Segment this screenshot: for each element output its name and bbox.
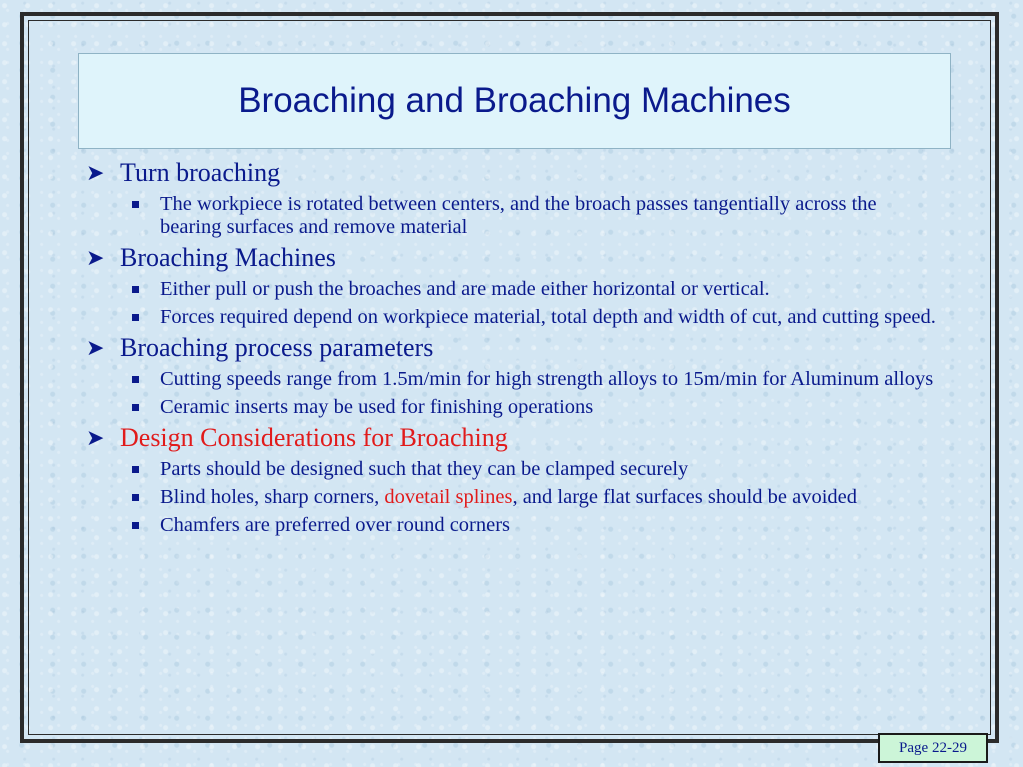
list-item-text-after: , and large flat surfaces should be avoided — [512, 486, 858, 508]
square-bullet-icon — [132, 466, 139, 473]
section-heading-text: Broaching process parameters — [120, 333, 434, 362]
square-bullet-icon — [132, 376, 139, 383]
title-box — [78, 53, 951, 149]
slide-content — [86, 158, 936, 537]
list-item-text: Ceramic inserts may be used for finishing operations — [160, 396, 594, 418]
arrowhead-bullet-icon: ➤ — [86, 160, 105, 185]
list-item-text: Chamfers are preferred over round corners — [160, 514, 511, 536]
section-heading-text: Broaching Machines — [120, 243, 336, 272]
list-item — [86, 306, 936, 329]
square-bullet-icon — [132, 314, 139, 321]
section-items — [86, 458, 936, 537]
square-bullet-icon — [132, 286, 139, 293]
square-bullet-icon — [132, 201, 139, 208]
section-items — [86, 368, 936, 419]
arrowhead-bullet-icon: ➤ — [86, 245, 105, 270]
section-heading-design-considerations — [86, 423, 936, 453]
slide-title: Broaching and Broaching Machines — [238, 81, 791, 120]
arrowhead-bullet-icon: ➤ — [86, 425, 105, 450]
list-item-text: Either pull or push the broaches and are made either horizontal or vertical. — [160, 278, 770, 300]
square-bullet-icon — [132, 522, 139, 529]
page-number-box — [878, 733, 988, 763]
list-item-text: Parts should be designed such that they can be clamped securely — [160, 458, 689, 480]
list-item — [86, 193, 936, 239]
list-item — [86, 486, 936, 509]
list-item — [86, 278, 936, 301]
section-items — [86, 278, 936, 329]
list-item-text: Forces required depend on workpiece material, total depth and width of cut, and cutting speed. — [160, 306, 936, 328]
list-item — [86, 514, 936, 537]
list-item — [86, 368, 936, 391]
square-bullet-icon — [132, 494, 139, 501]
list-item — [86, 396, 936, 419]
list-item — [86, 458, 936, 481]
list-item-text: The workpiece is rotated between centers, and the broach passes tangentially across the bearing surfaces and remove material — [160, 193, 877, 238]
list-item-text-before: Blind holes, sharp corners, — [160, 486, 385, 508]
page-number: Page 22-29 — [899, 739, 967, 756]
section-heading-text: Design Considerations for Broaching — [120, 423, 508, 452]
section-heading-process-parameters — [86, 333, 936, 363]
list-item-text: Cutting speeds range from 1.5m/min for high strength alloys to 15m/min for Aluminum alloys — [160, 368, 934, 390]
section-items — [86, 193, 936, 239]
square-bullet-icon — [132, 404, 139, 411]
section-heading-text: Turn broaching — [120, 158, 281, 187]
section-heading-broaching-machines — [86, 243, 936, 273]
highlighted-term: dovetail splines — [384, 486, 513, 508]
arrowhead-bullet-icon: ➤ — [86, 335, 105, 360]
section-heading-turn-broaching — [86, 158, 936, 188]
